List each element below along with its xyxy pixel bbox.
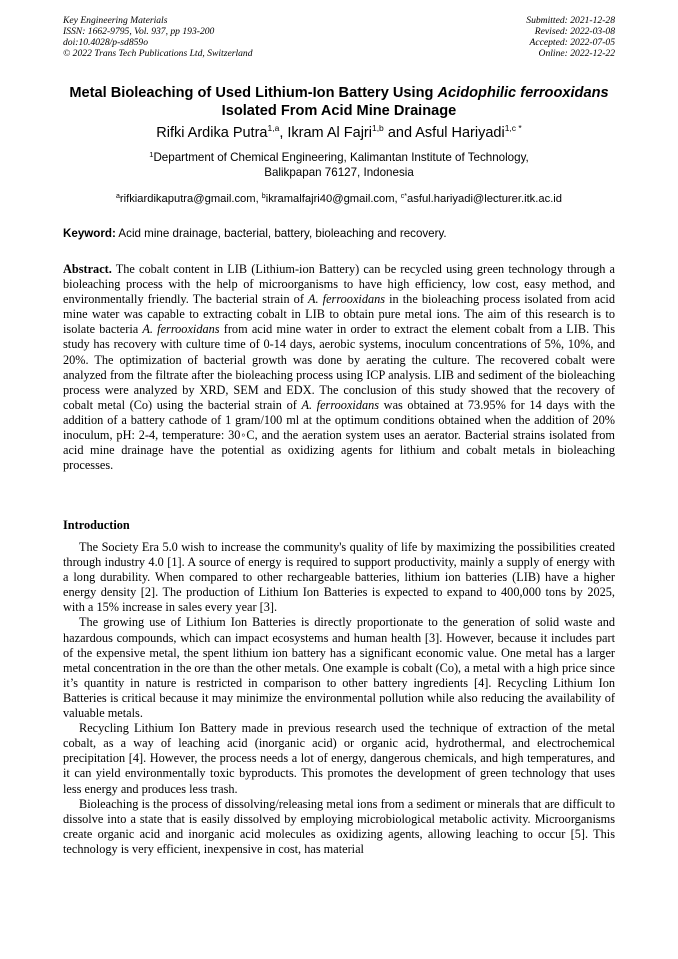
author-3-name: Asful Hariyadi	[415, 125, 505, 141]
abstract-organism-2: A. ferrooxidans	[142, 322, 220, 337]
email-b[interactable]: ikramalfajri40@gmail.com,	[265, 193, 401, 205]
affiliation-line-2: Balikpapan 76127, Indonesia	[264, 166, 414, 179]
email-a-sup: a	[115, 193, 120, 200]
abstract-text-2: in the bioleaching process isolated from acid mine water was capable to extracting cobalt in LIB to obtain pure metal ions. The aim of this research is to isolate bacteria	[63, 292, 615, 337]
author-separator-2: and	[383, 125, 416, 141]
author-separator-1: ,	[279, 125, 288, 141]
abstract	[63, 262, 615, 473]
journal-name: Key Engineering Materials	[63, 15, 168, 26]
abstract-label: Abstract.	[63, 262, 112, 276]
author-emails	[63, 192, 615, 206]
introduction-body	[63, 540, 615, 857]
journal-header-right	[526, 15, 615, 59]
title-part2: Isolated From Acid Mine Drainage	[221, 103, 457, 119]
author-list	[63, 124, 615, 142]
date-accepted: Accepted: 2022-07-05	[529, 37, 615, 48]
date-submitted: Submitted: 2021-12-28	[526, 15, 615, 26]
abstract-text-1: The cobalt content in LIB (Lithium-ion Battery) can be recycled using green technology through a bioleaching process with the help of microorganisms to have high efficiency, low cost, easy method, and environmentally friendly. The bacterial strain of	[63, 262, 615, 307]
intro-paragraph-1: The Society Era 5.0 wish to increase the community's quality of life by maximizing the possibilities created through industry 4.0 [1]. A source of energy is required to support productivity, mainly a supply of energy with a long durability. When compared to other rechargeable batteries, lithium ion batteries (LIB) have a higher energy density [2]. The production of Lithium Ion Batteries is expected to expand to 400,000 tons by 2025, with a 15% increase in sales every year [3].	[63, 540, 615, 615]
email-c-sup: c*	[400, 193, 408, 200]
email-c[interactable]: asful.hariyadi@lecturer.itk.ac.id	[407, 193, 563, 205]
abstract-organism-3: A. ferrooxidans	[301, 397, 380, 412]
journal-issn: ISSN: 1662-9795, Vol. 937, pp 193-200	[63, 26, 215, 37]
date-online: Online: 2022-12-22	[538, 48, 615, 59]
intro-paragraph-2: The growing use of Lithium Ion Batteries is directly proportionate to the generation of solid waste and hazardous compounds, which can impact ecosystems and human health [3]. However, because it includes part of the expensive metal, the spent lithium ion battery has a significant economic value. One metal has a larger metal concentration in the ore than the other metals. One example is cobalt (Co), a metal with a high price since it’s quantity in nature is restricted in comparison to other battery ingredients [4]. Recycling Lithium Ion Batteries is critical because it may minimize the environmental pollution while also reducing the availability of valuable metals.	[63, 615, 615, 721]
title-part1: Metal Bioleaching of Used Lithium-Ion Battery Using	[69, 85, 438, 101]
author-2-sup: 1,b	[371, 123, 384, 133]
author-1-sup: 1,a	[267, 123, 280, 133]
date-revised: Revised: 2022-03-08	[534, 26, 615, 37]
author-1-name: Rifki Ardika Putra	[156, 125, 268, 141]
journal-copyright: © 2022 Trans Tech Publications Ltd, Switzerland	[63, 48, 253, 59]
affiliation	[63, 150, 615, 180]
keywords-label: Keyword:	[63, 227, 116, 240]
author-3-sup: 1,c *	[504, 123, 522, 133]
abstract-organism-1: A. ferrooxidans	[308, 292, 386, 307]
journal-header-left	[63, 15, 253, 59]
affiliation-sup: 1	[149, 150, 154, 159]
intro-paragraph-3: Recycling Lithium Ion Battery made in previous research used the technique of extraction of the metal cobalt, as a way of leaching acid (inorganic acid) or organic acid, hydrothermal, and electrochemical precipitation [4]. However, the process needs a lot of energy, dangerous chemicals, and high temperatures, and it can yield environmentally toxic byproducts. This promotes the development of green technology that uses less energy and produces less trash.	[63, 721, 615, 796]
author-2-name: Ikram Al Fajri	[287, 125, 372, 141]
paper-title	[63, 84, 615, 120]
introduction-heading: Introduction	[63, 518, 130, 532]
title-italic-organism: Acidophilic ferrooxidans	[437, 85, 609, 101]
abstract-text-3: from acid mine water in order to extract the element cobalt from a LIB. This study has recovery with culture time of 0-14 days, aerobic systems, inoculum concentrations of 5%, 10%, and 20%. The optimization of bacterial growth was done by aerating the culture. The recovered cobalt were analyzed from the filtrate after the bioleaching process using ICP analysis. LIB and sediment of the bioleaching process were analyzed by XRD, SEM and EDX. The conclusion of this study showed that the recovery of cobalt metal (Co) using the bacterial strain of	[63, 322, 616, 412]
intro-paragraph-4: Bioleaching is the process of dissolving/releasing metal ions from a sediment or minerals that are difficult to dissolve into a state that is easily dissolved by employing microbiological metabolic activity. Microorganisms create organic acid and inorganic acid molecules as oxidizing agents, allowing leaching to occur [5]. This technology is very efficient, inexpensive in cost, has material	[63, 796, 615, 856]
journal-doi[interactable]: doi:10.4028/p-sd859o	[63, 37, 149, 48]
email-b-sup: b	[261, 193, 266, 200]
email-a[interactable]: rifkiardikaputra@gmail.com,	[119, 193, 262, 205]
keywords	[63, 226, 615, 241]
abstract-text-4: was obtained at 73.95% for 14 days with the addition of a battery cathode of 1 gram/100 ml at the optimum conditions obtained when the addition of 20% inoculum, pH: 2-4, temperature: 30◦C, and the aeration system uses an aerator. Bacterial strains isolated from acid mine drainage have the potential as oxidizing agents for lithium and cobalt metals in bioleaching processes.	[63, 397, 615, 473]
keywords-text: Acid mine drainage, bacterial, battery, bioleaching and recovery.	[115, 227, 447, 240]
affiliation-line-1: Department of Chemical Engineering, Kalimantan Institute of Technology,	[153, 151, 529, 164]
